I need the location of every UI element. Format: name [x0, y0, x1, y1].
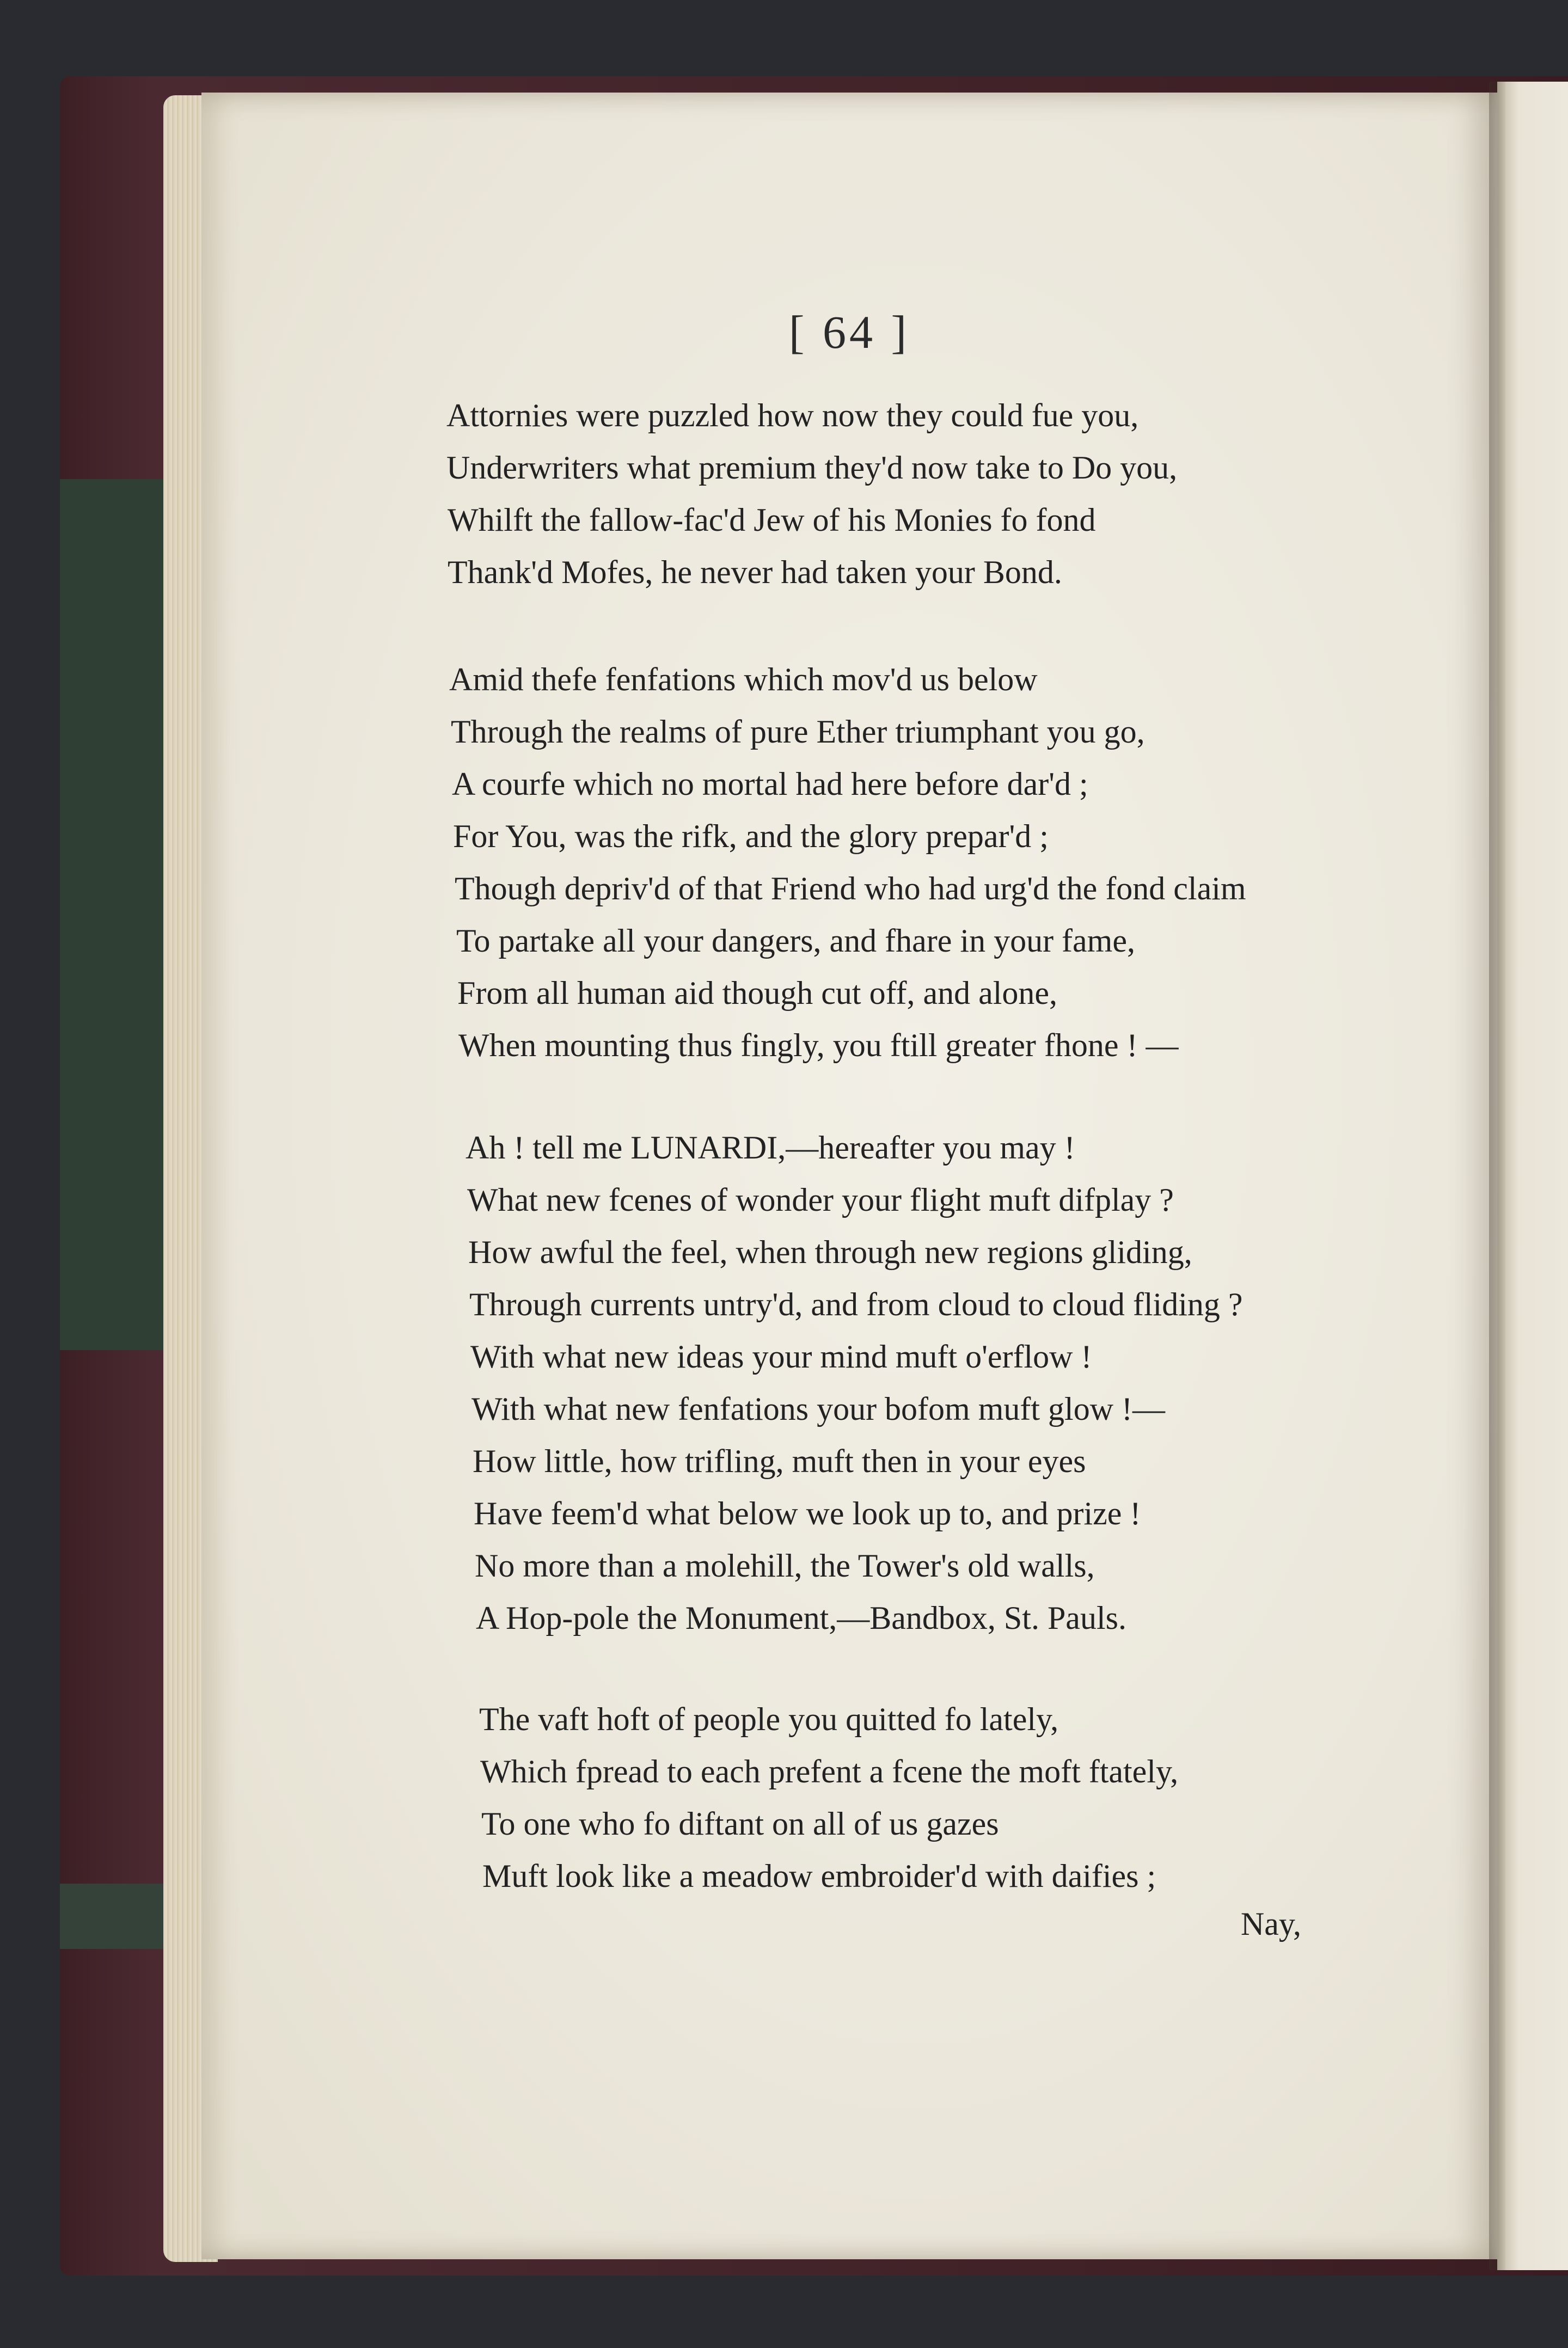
- verse-line: With what new ideas your mind muft o'erflow !: [470, 1339, 1092, 1375]
- book-page: [201, 93, 1497, 2259]
- verse-line: Which fpread to each prefent a fcene the moft ftately,: [480, 1754, 1179, 1789]
- verse-line: For You, was the rifk, and the glory prepar'd ;: [453, 818, 1049, 854]
- verse-line: Whilft the fallow-fac'd Jew of his Monies fo fond: [448, 502, 1096, 538]
- page-number: [ 64 ]: [788, 306, 910, 358]
- verse-line: Muft look like a meadow embroider'd with daifies ;: [482, 1858, 1156, 1894]
- verse-line: Through the realms of pure Ether triumphant you go,: [451, 714, 1145, 750]
- verse-line: Through currents untry'd, and from cloud to cloud fliding ?: [469, 1286, 1243, 1322]
- verse-line: The vaft hoft of people you quitted fo lately,: [479, 1701, 1059, 1737]
- verse-line: Ah ! tell me LUNARDI,—hereafter you may !: [465, 1130, 1075, 1166]
- verse-line: How little, how trifling, muft then in your eyes: [473, 1443, 1086, 1479]
- verse-line: Attornies were puzzled how now they could fue you,: [446, 397, 1139, 433]
- verse-line: To partake all your dangers, and fhare in your fame,: [456, 923, 1135, 959]
- stanza-1: [201, 389, 1497, 598]
- verse-line: From all human aid though cut off, and alone,: [457, 975, 1058, 1011]
- verse-line: A courfe which no mortal had here before dar'd ;: [452, 766, 1088, 802]
- verse-line: Amid thefe fenfations which mov'd us below: [449, 661, 1038, 697]
- verse-line: To one who fo diftant on all of us gazes: [481, 1806, 999, 1842]
- verse-line: Though depriv'd of that Friend who had urg'd the fond claim: [455, 870, 1246, 906]
- verse-line: With what new fenfations your bofom muft glow !—: [471, 1391, 1166, 1427]
- verse-line: What new fcenes of wonder your flight muft difplay ?: [467, 1182, 1174, 1218]
- stanza-3: [201, 1121, 1497, 1644]
- verse-line: When mounting thus fingly, you ftill greater fhone ! —: [458, 1027, 1179, 1063]
- catchword: Nay,: [1240, 1906, 1301, 1942]
- verse-line: Have feem'd what below we look up to, and prize !: [474, 1495, 1141, 1531]
- verse-line: Underwriters what premium they'd now take to Do you,: [446, 450, 1178, 486]
- stanza-2: [201, 653, 1497, 1071]
- verse-line: No more than a molehill, the Tower's old walls,: [475, 1548, 1095, 1584]
- gutter-shadow: [1489, 82, 1505, 2270]
- verse-line: A Hop-pole the Monument,—Bandbox, St. Pauls.: [476, 1600, 1126, 1636]
- verse-line: How awful the feel, when through new regions gliding,: [468, 1234, 1192, 1270]
- verse-line: Thank'd Mofes, he never had taken your Bond.: [448, 554, 1062, 590]
- stanza-4: [201, 1693, 1497, 1902]
